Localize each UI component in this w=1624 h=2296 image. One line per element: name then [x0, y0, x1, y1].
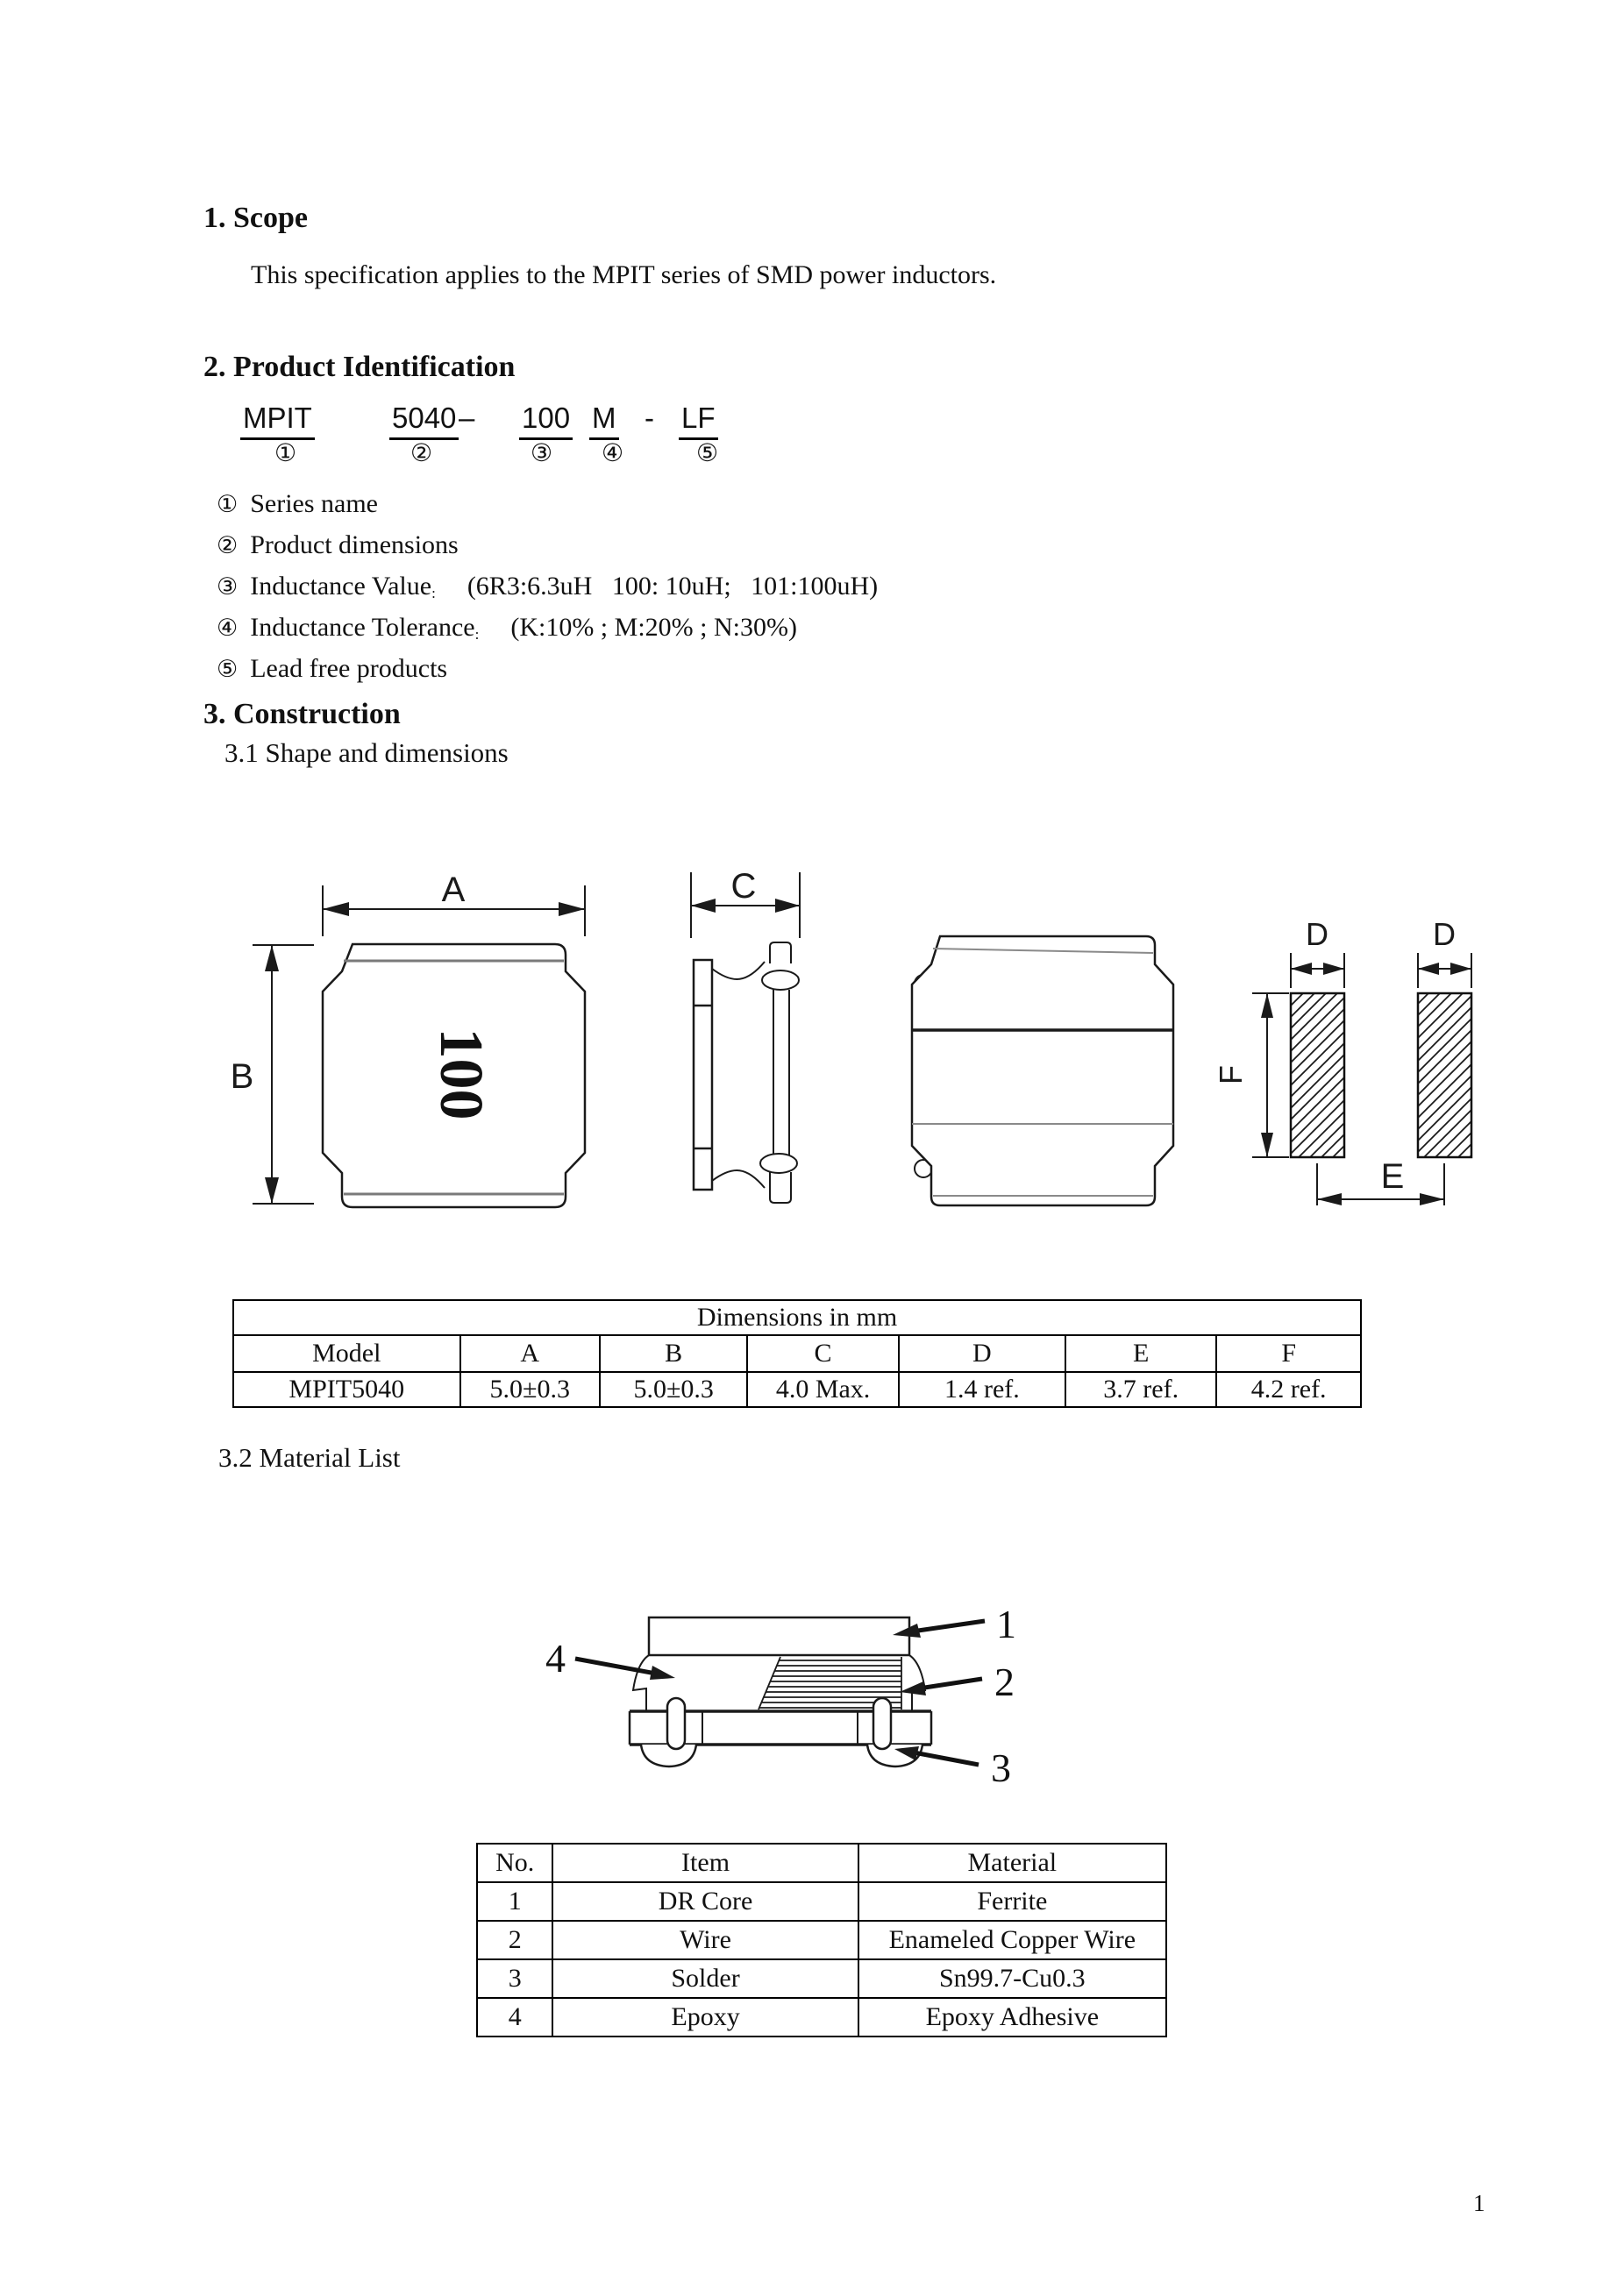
shape-dimensions-drawing — [210, 855, 1605, 1280]
dimension-f — [1213, 993, 1289, 1157]
legend-num-1: ① — [217, 491, 239, 518]
material-header-row — [477, 1844, 1166, 1882]
dims-col-f: F — [1216, 1335, 1361, 1372]
legend-num-5: ⑤ — [217, 656, 239, 683]
construction-drawing — [526, 1578, 1052, 1797]
side-tab-bottom — [770, 1172, 791, 1203]
dims-col-e: E — [1065, 1335, 1216, 1372]
terminal-tab-left — [641, 1745, 696, 1766]
inductance-marking: 100 — [427, 1027, 495, 1120]
side-terminal-top — [762, 970, 799, 990]
dims-title: Dimensions in mm — [233, 1300, 1361, 1335]
material-row-2 — [477, 1921, 1166, 1959]
dims-val-a: 5.0±0.3 — [460, 1372, 600, 1407]
legend-item-4 — [217, 607, 878, 648]
side-neck-top — [712, 962, 765, 979]
legend-colon-4: : — [474, 626, 480, 643]
legend-num-2: ② — [217, 532, 239, 559]
dims-val-f: 4.2 ref. — [1216, 1372, 1361, 1407]
scope-heading: 1. Scope — [203, 202, 308, 234]
callout-label-2: 2 — [994, 1660, 1015, 1704]
callout-label-1: 1 — [996, 1602, 1016, 1646]
pn-series: MPIT — [240, 402, 315, 440]
dims-col-model: Model — [233, 1335, 460, 1372]
dimension-c — [691, 867, 800, 938]
mat-material-1: Ferrite — [858, 1882, 1166, 1921]
pn-leadfree: LF — [679, 402, 718, 440]
dims-val-b: 5.0±0.3 — [600, 1372, 747, 1407]
callout-2 — [900, 1660, 1015, 1704]
callout-3 — [894, 1745, 1011, 1790]
callout-1 — [893, 1602, 1016, 1646]
side-terminal-bottom — [760, 1154, 797, 1173]
legend-num-4: ④ — [217, 615, 239, 642]
legend-item-1 — [217, 483, 878, 524]
dim-label-b: B — [230, 1057, 254, 1096]
legend-label-2: Product dimensions — [250, 530, 459, 559]
dims-header-row — [233, 1335, 1361, 1372]
pad-left — [1291, 993, 1344, 1157]
dims-title-row — [233, 1300, 1361, 1335]
mat-material-3: Sn99.7-Cu0.3 — [858, 1959, 1166, 1998]
mat-material-2: Enameled Copper Wire — [858, 1921, 1166, 1959]
mat-no-3: 3 — [477, 1959, 552, 1998]
callout-label-3: 3 — [991, 1745, 1011, 1790]
dimension-b — [231, 945, 314, 1204]
page-number: 1 — [1473, 2190, 1485, 2216]
dim-label-a: A — [441, 871, 466, 909]
pn-circle-2: ② — [410, 438, 433, 467]
mat-item-1: DR Core — [552, 1882, 858, 1921]
mat-col-no: No. — [477, 1844, 552, 1882]
pn-hyphen: - — [645, 402, 654, 434]
dims-col-c: C — [747, 1335, 898, 1372]
side-neck-bottom — [712, 1170, 765, 1188]
legend-num-3: ③ — [217, 573, 239, 601]
pn-inductance: 100 — [519, 402, 573, 440]
dim-label-e: E — [1380, 1157, 1405, 1196]
dimension-e — [1317, 1157, 1444, 1205]
pn-circle-5: ⑤ — [696, 438, 719, 467]
mat-no-1: 1 — [477, 1882, 552, 1921]
back-body-outline — [912, 936, 1173, 1205]
pin-left — [667, 1698, 685, 1749]
back-view — [912, 936, 1173, 1205]
legend-item-5 — [217, 648, 878, 689]
pin-right — [873, 1698, 891, 1749]
front-view — [231, 871, 585, 1207]
legend-note-4: (K:10% ; M:20% ; N:30%) — [510, 613, 797, 642]
material-subheading: 3.2 Material List — [218, 1442, 401, 1473]
dims-col-b: B — [600, 1335, 747, 1372]
mat-no-4: 4 — [477, 1998, 552, 2037]
mat-no-2: 2 — [477, 1921, 552, 1959]
dims-data-row — [233, 1372, 1361, 1407]
legend-label-4: Inductance Tolerance — [250, 613, 475, 642]
dims-val-c: 4.0 Max. — [747, 1372, 898, 1407]
pn-dash: – — [459, 402, 475, 434]
mat-item-4: Epoxy — [552, 1998, 858, 2037]
product-id-heading: 2. Product Identification — [203, 351, 516, 383]
legend-colon-3: : — [431, 585, 436, 601]
dims-col-d: D — [899, 1335, 1065, 1372]
dims-val-d: 1.4 ref. — [899, 1372, 1065, 1407]
core-left-flange — [633, 1655, 649, 1711]
legend-label-5: Lead free products — [250, 654, 448, 683]
legend-item-2 — [217, 524, 878, 565]
legend-label-3: Inductance Value — [250, 572, 432, 601]
mat-item-2: Wire — [552, 1921, 858, 1959]
dims-col-a: A — [460, 1335, 600, 1372]
material-row-4 — [477, 1998, 1166, 2037]
part-number-legend — [217, 483, 878, 689]
pn-circle-1: ① — [274, 438, 297, 467]
mat-col-item: Item — [552, 1844, 858, 1882]
pad-right — [1418, 993, 1471, 1157]
dim-label-d2: D — [1433, 916, 1456, 952]
callout-label-4: 4 — [545, 1636, 566, 1681]
pn-circle-3: ③ — [531, 438, 553, 467]
dimension-d-right — [1418, 916, 1471, 988]
mat-col-material: Material — [858, 1844, 1166, 1882]
mat-item-3: Solder — [552, 1959, 858, 1998]
pn-circle-4: ④ — [602, 438, 624, 467]
dimension-d-left — [1291, 916, 1344, 988]
side-tab-top — [770, 942, 791, 963]
dims-val-e: 3.7 ref. — [1065, 1372, 1216, 1407]
scope-body: This specification applies to the MPIT series of SMD power inductors. — [251, 260, 997, 289]
pn-size: 5040 — [389, 402, 459, 440]
legend-label-1: Series name — [250, 489, 378, 518]
legend-note-3: (6R3:6.3uH 100: 10uH; 101:100uH) — [467, 572, 879, 601]
pn-tolerance: M — [589, 402, 619, 440]
side-view — [691, 867, 800, 1203]
core-top-plate — [649, 1617, 909, 1655]
material-table — [476, 1843, 1167, 2037]
legend-item-3 — [217, 565, 878, 607]
material-row-1 — [477, 1882, 1166, 1921]
construction-heading: 3. Construction — [203, 698, 401, 730]
mat-material-4: Epoxy Adhesive — [858, 1998, 1166, 2037]
side-flange-bar — [694, 960, 712, 1190]
dim-label-f: F — [1213, 1065, 1249, 1084]
shape-subheading: 3.1 Shape and dimensions — [224, 737, 509, 768]
dims-model: MPIT5040 — [233, 1372, 460, 1407]
dimension-a — [323, 871, 585, 936]
dimensions-table — [232, 1299, 1362, 1408]
dim-label-c: C — [730, 867, 757, 906]
material-row-3 — [477, 1959, 1166, 1998]
land-pattern — [1213, 916, 1471, 1205]
dim-label-d1: D — [1306, 916, 1328, 952]
